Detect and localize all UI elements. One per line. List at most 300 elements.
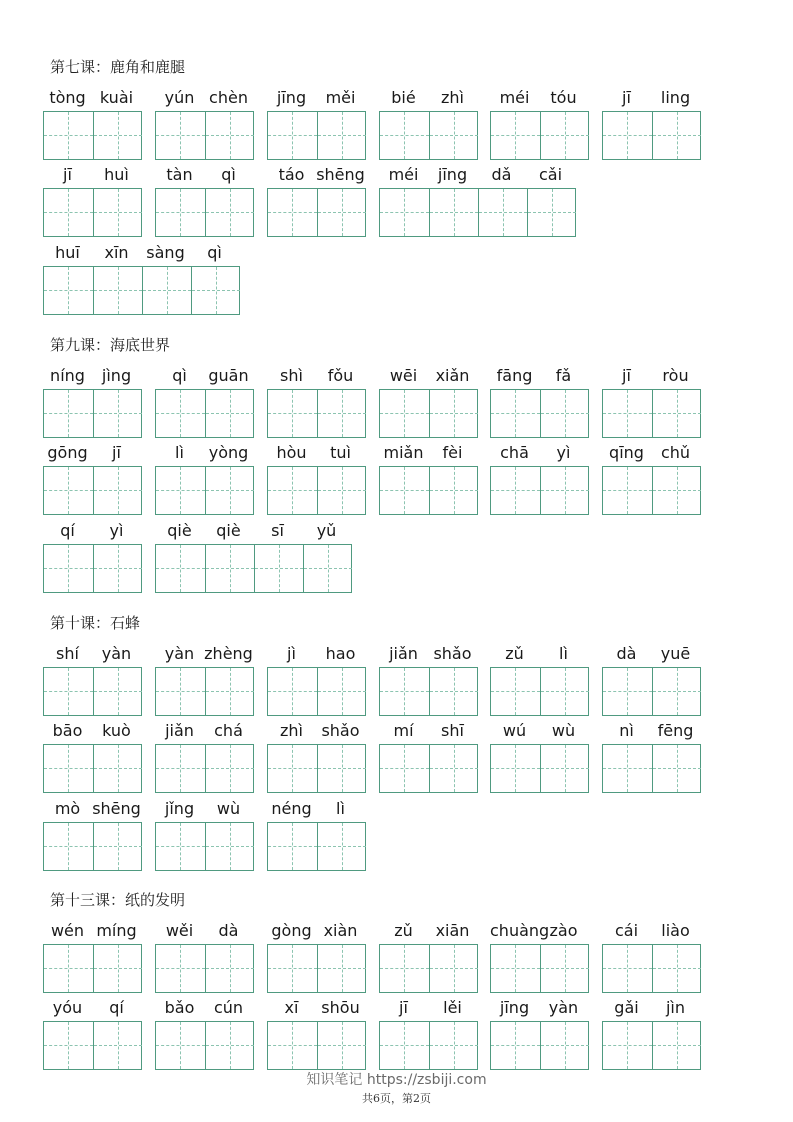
tian-zi-ge-cell[interactable] bbox=[303, 545, 352, 592]
tian-zi-ge-cell[interactable] bbox=[156, 745, 205, 792]
writing-grid bbox=[155, 744, 254, 793]
tian-zi-ge-cell[interactable] bbox=[156, 945, 205, 992]
pinyin-syllable: mò bbox=[54, 799, 81, 818]
vocab-word bbox=[267, 442, 365, 516]
tian-zi-ge-cell[interactable] bbox=[44, 823, 93, 870]
tian-zi-ge-cell[interactable] bbox=[268, 668, 317, 715]
tian-zi-ge-cell[interactable] bbox=[205, 112, 254, 159]
tian-zi-ge-cell[interactable] bbox=[317, 668, 366, 715]
tian-zi-ge-cell[interactable] bbox=[491, 467, 540, 514]
lesson-title: 第十三课：纸的发明 bbox=[50, 891, 186, 909]
writing-grid bbox=[602, 944, 701, 993]
tian-zi-ge-cell[interactable] bbox=[156, 823, 205, 870]
tian-zi-ge-cell[interactable] bbox=[317, 390, 366, 437]
pinyin-syllable: wén bbox=[50, 921, 85, 940]
tian-zi-ge-cell[interactable] bbox=[93, 189, 142, 236]
tian-zi-ge-cell[interactable] bbox=[491, 945, 540, 992]
pinyin-syllable: qiè bbox=[216, 521, 241, 540]
vocab-word bbox=[602, 643, 700, 717]
pinyin-syllable: yǔ bbox=[316, 521, 337, 540]
tian-zi-ge-cell[interactable] bbox=[156, 112, 205, 159]
vocab-word bbox=[43, 997, 141, 1071]
pinyin-syllable: jī bbox=[112, 443, 121, 462]
tian-zi-ge-cell[interactable] bbox=[156, 189, 205, 236]
writing-grid bbox=[155, 389, 254, 438]
vocab-word bbox=[43, 242, 239, 316]
tian-zi-ge-cell[interactable] bbox=[540, 467, 589, 514]
tian-zi-ge-cell[interactable] bbox=[380, 1022, 429, 1069]
writing-grid bbox=[43, 667, 142, 716]
pinyin-syllable: hòu bbox=[276, 443, 307, 462]
writing-grid bbox=[43, 1021, 142, 1070]
writing-grid bbox=[267, 389, 366, 438]
pinyin-syllable: dà bbox=[616, 644, 637, 663]
pinyin-syllable: huī bbox=[55, 243, 80, 262]
writing-grid bbox=[155, 111, 254, 160]
tian-zi-ge-cell[interactable] bbox=[603, 668, 652, 715]
vocab-word bbox=[267, 87, 365, 161]
tian-zi-ge-cell[interactable] bbox=[268, 112, 317, 159]
writing-grid bbox=[602, 744, 701, 793]
tian-zi-ge-cell[interactable] bbox=[603, 745, 652, 792]
writing-grid bbox=[43, 389, 142, 438]
pinyin-syllable: yàn bbox=[548, 998, 579, 1017]
pinyin-syllable: qīng bbox=[609, 443, 644, 462]
tian-zi-ge-cell[interactable] bbox=[380, 945, 429, 992]
pinyin-syllable: gòng bbox=[271, 921, 312, 940]
pinyin-syllable: chā bbox=[500, 443, 529, 462]
pinyin-syllable: wēi bbox=[389, 366, 418, 385]
vocab-word bbox=[379, 442, 477, 516]
tian-zi-ge-cell[interactable] bbox=[603, 1022, 652, 1069]
vocab-word bbox=[43, 920, 141, 994]
pinyin-syllable: níng bbox=[50, 366, 85, 385]
writing-grid bbox=[602, 111, 701, 160]
writing-grid bbox=[267, 188, 366, 237]
pinyin-syllable: qiè bbox=[167, 521, 192, 540]
tian-zi-ge-cell[interactable] bbox=[429, 745, 478, 792]
tian-zi-ge-cell[interactable] bbox=[156, 545, 205, 592]
tian-zi-ge-cell[interactable] bbox=[205, 945, 254, 992]
pinyin-syllable: fāng bbox=[496, 366, 533, 385]
tian-zi-ge-cell[interactable] bbox=[317, 1022, 366, 1069]
pinyin-syllable: jiǎn bbox=[389, 644, 418, 663]
pinyin-syllable: fèi bbox=[442, 443, 463, 462]
tian-zi-ge-cell[interactable] bbox=[429, 467, 478, 514]
pinyin-syllable: fǎ bbox=[555, 366, 572, 385]
pinyin-syllable: méi bbox=[499, 88, 530, 107]
tian-zi-ge-cell[interactable] bbox=[254, 545, 303, 592]
pinyin-syllable: yàn bbox=[164, 644, 195, 663]
tian-zi-ge-cell[interactable] bbox=[652, 945, 701, 992]
tian-zi-ge-cell[interactable] bbox=[93, 1022, 142, 1069]
tian-zi-ge-cell[interactable] bbox=[478, 189, 527, 236]
pinyin-syllable: yòng bbox=[208, 443, 249, 462]
pinyin-syllable: zǔ bbox=[505, 644, 524, 663]
tian-zi-ge-cell[interactable] bbox=[540, 668, 589, 715]
tian-zi-ge-cell[interactable] bbox=[317, 945, 366, 992]
lesson-title: 第九课：海底世界 bbox=[50, 336, 171, 354]
tian-zi-ge-cell[interactable] bbox=[205, 189, 254, 236]
writing-grid bbox=[490, 466, 589, 515]
tian-zi-ge-cell[interactable] bbox=[317, 823, 366, 870]
vocab-word bbox=[267, 365, 365, 439]
pinyin-syllable: jì bbox=[287, 644, 296, 663]
pinyin-syllable: jīng bbox=[276, 88, 307, 107]
pinyin-syllable: chǔ bbox=[660, 443, 691, 462]
pinyin-syllable: kuài bbox=[99, 88, 134, 107]
tian-zi-ge-cell[interactable] bbox=[268, 823, 317, 870]
pinyin-syllable: jiǎn bbox=[165, 721, 194, 740]
tian-zi-ge-cell[interactable] bbox=[491, 390, 540, 437]
vocab-word bbox=[267, 643, 365, 717]
pinyin-syllable: fēng bbox=[657, 721, 694, 740]
vocab-word bbox=[267, 720, 365, 794]
writing-grid bbox=[490, 944, 589, 993]
tian-zi-ge-cell[interactable] bbox=[491, 1022, 540, 1069]
pinyin-syllable: nì bbox=[619, 721, 634, 740]
tian-zi-ge-cell[interactable] bbox=[93, 545, 142, 592]
writing-grid bbox=[379, 1021, 478, 1070]
writing-grid bbox=[490, 1021, 589, 1070]
vocab-word bbox=[602, 87, 700, 161]
tian-zi-ge-cell[interactable] bbox=[540, 390, 589, 437]
tian-zi-ge-cell[interactable] bbox=[429, 668, 478, 715]
vocab-word bbox=[155, 720, 253, 794]
pinyin-syllable: tuì bbox=[330, 443, 351, 462]
vocab-word bbox=[602, 920, 700, 994]
pinyin-syllable: shēng bbox=[316, 165, 365, 184]
vocab-word bbox=[379, 164, 575, 238]
tian-zi-ge-cell[interactable] bbox=[491, 745, 540, 792]
tian-zi-ge-cell[interactable] bbox=[380, 189, 429, 236]
pinyin-syllable: zào bbox=[549, 921, 578, 940]
pinyin-syllable: gǎi bbox=[614, 998, 639, 1017]
tian-zi-ge-cell[interactable] bbox=[652, 112, 701, 159]
vocab-word bbox=[43, 643, 141, 717]
writing-grid bbox=[379, 667, 478, 716]
vocab-word bbox=[490, 720, 588, 794]
writing-grid bbox=[379, 111, 478, 160]
pinyin-syllable: chuàng bbox=[490, 921, 550, 940]
pinyin-syllable: xiàn bbox=[323, 921, 358, 940]
pinyin-syllable: shí bbox=[56, 644, 79, 663]
pinyin-syllable: mí bbox=[393, 721, 414, 740]
tian-zi-ge-cell[interactable] bbox=[652, 1022, 701, 1069]
tian-zi-ge-cell[interactable] bbox=[44, 390, 93, 437]
pinyin-syllable: dǎ bbox=[491, 165, 512, 184]
tian-zi-ge-cell[interactable] bbox=[540, 745, 589, 792]
writing-grid bbox=[379, 944, 478, 993]
writing-grid bbox=[43, 544, 142, 593]
tian-zi-ge-cell[interactable] bbox=[268, 745, 317, 792]
writing-grid bbox=[155, 188, 254, 237]
pinyin-syllable: wù bbox=[216, 799, 241, 818]
writing-grid bbox=[43, 266, 240, 315]
pinyin-syllable: huì bbox=[104, 165, 129, 184]
tian-zi-ge-cell[interactable] bbox=[44, 189, 93, 236]
tian-zi-ge-cell[interactable] bbox=[191, 267, 240, 314]
pinyin-syllable: wěi bbox=[165, 921, 194, 940]
tian-zi-ge-cell[interactable] bbox=[44, 267, 93, 314]
pinyin-syllable: hao bbox=[325, 644, 356, 663]
vocab-word bbox=[43, 442, 141, 516]
pinyin-syllable: sàng bbox=[146, 243, 185, 262]
pinyin-syllable: tòng bbox=[49, 88, 86, 107]
tian-zi-ge-cell[interactable] bbox=[429, 1022, 478, 1069]
vocab-word bbox=[155, 365, 253, 439]
pinyin-syllable: jī bbox=[399, 998, 408, 1017]
pinyin-syllable: wù bbox=[551, 721, 576, 740]
pinyin-syllable: xiān bbox=[435, 921, 470, 940]
tian-zi-ge-cell[interactable] bbox=[205, 467, 254, 514]
writing-grid bbox=[379, 744, 478, 793]
pinyin-syllable: shī bbox=[441, 721, 464, 740]
pinyin-syllable: xī bbox=[284, 998, 299, 1017]
vocab-word bbox=[43, 164, 141, 238]
writing-grid bbox=[155, 822, 254, 871]
pinyin-syllable: néng bbox=[271, 799, 312, 818]
lesson-title: 第十课：石蜂 bbox=[50, 614, 141, 632]
pinyin-syllable: qì bbox=[221, 165, 236, 184]
pinyin-syllable: chèn bbox=[209, 88, 248, 107]
writing-grid bbox=[267, 1021, 366, 1070]
tian-zi-ge-cell[interactable] bbox=[317, 467, 366, 514]
writing-grid bbox=[490, 389, 589, 438]
tian-zi-ge-cell[interactable] bbox=[429, 945, 478, 992]
tian-zi-ge-cell[interactable] bbox=[380, 745, 429, 792]
pinyin-syllable: sī bbox=[271, 521, 284, 540]
tian-zi-ge-cell[interactable] bbox=[603, 467, 652, 514]
tian-zi-ge-cell[interactable] bbox=[491, 668, 540, 715]
tian-zi-ge-cell[interactable] bbox=[93, 945, 142, 992]
pinyin-syllable: měi bbox=[325, 88, 356, 107]
vocab-word bbox=[155, 442, 253, 516]
tian-zi-ge-cell[interactable] bbox=[205, 1022, 254, 1069]
writing-grid bbox=[43, 466, 142, 515]
pinyin-syllable: xiǎn bbox=[435, 366, 470, 385]
tian-zi-ge-cell[interactable] bbox=[429, 390, 478, 437]
tian-zi-ge-cell[interactable] bbox=[205, 745, 254, 792]
vocab-word bbox=[490, 442, 588, 516]
writing-grid bbox=[602, 389, 701, 438]
pinyin-syllable: wú bbox=[502, 721, 527, 740]
tian-zi-ge-cell[interactable] bbox=[142, 267, 191, 314]
pinyin-syllable: fǒu bbox=[327, 366, 354, 385]
tian-zi-ge-cell[interactable] bbox=[156, 668, 205, 715]
tian-zi-ge-cell[interactable] bbox=[44, 545, 93, 592]
vocab-word bbox=[379, 997, 477, 1071]
vocab-word bbox=[602, 997, 700, 1071]
pinyin-syllable: kuò bbox=[102, 721, 131, 740]
pinyin-syllable: lì bbox=[336, 799, 345, 818]
writing-grid bbox=[43, 188, 142, 237]
tian-zi-ge-cell[interactable] bbox=[44, 467, 93, 514]
tian-zi-ge-cell[interactable] bbox=[268, 945, 317, 992]
vocab-word bbox=[602, 720, 700, 794]
tian-zi-ge-cell[interactable] bbox=[317, 189, 366, 236]
tian-zi-ge-cell[interactable] bbox=[540, 945, 589, 992]
pinyin-syllable: yì bbox=[109, 521, 124, 540]
pinyin-syllable: qí bbox=[60, 521, 75, 540]
pinyin-syllable: ròu bbox=[662, 366, 689, 385]
vocab-word bbox=[602, 442, 700, 516]
vocab-word bbox=[602, 365, 700, 439]
tian-zi-ge-cell[interactable] bbox=[268, 189, 317, 236]
writing-grid bbox=[379, 389, 478, 438]
tian-zi-ge-cell[interactable] bbox=[380, 467, 429, 514]
writing-grid bbox=[155, 667, 254, 716]
footer-site: 知识笔记 https://zsbiji.com bbox=[306, 1072, 487, 1088]
vocab-word bbox=[43, 798, 141, 872]
writing-grid bbox=[155, 466, 254, 515]
writing-grid bbox=[267, 466, 366, 515]
tian-zi-ge-cell[interactable] bbox=[317, 745, 366, 792]
tian-zi-ge-cell[interactable] bbox=[205, 668, 254, 715]
tian-zi-ge-cell[interactable] bbox=[540, 112, 589, 159]
tian-zi-ge-cell[interactable] bbox=[652, 390, 701, 437]
pinyin-syllable: tàn bbox=[166, 165, 193, 184]
writing-grid bbox=[43, 944, 142, 993]
vocab-word bbox=[379, 720, 477, 794]
pinyin-syllable: yuē bbox=[660, 644, 691, 663]
tian-zi-ge-cell[interactable] bbox=[429, 189, 478, 236]
writing-grid bbox=[602, 667, 701, 716]
writing-grid bbox=[267, 944, 366, 993]
tian-zi-ge-cell[interactable] bbox=[93, 112, 142, 159]
writing-grid bbox=[267, 111, 366, 160]
pinyin-syllable: lì bbox=[175, 443, 184, 462]
pinyin-syllable: shì bbox=[280, 366, 303, 385]
tian-zi-ge-cell[interactable] bbox=[527, 189, 576, 236]
vocab-word bbox=[155, 798, 253, 872]
pinyin-syllable: guān bbox=[208, 366, 249, 385]
pinyin-syllable: yàn bbox=[101, 644, 132, 663]
pinyin-syllable: cái bbox=[614, 921, 639, 940]
pinyin-syllable: shǎo bbox=[433, 644, 472, 663]
tian-zi-ge-cell[interactable] bbox=[652, 745, 701, 792]
tian-zi-ge-cell[interactable] bbox=[156, 390, 205, 437]
pinyin-syllable: méi bbox=[388, 165, 419, 184]
vocab-word bbox=[267, 997, 365, 1071]
pinyin-syllable: shōu bbox=[321, 998, 360, 1017]
tian-zi-ge-cell[interactable] bbox=[156, 1022, 205, 1069]
pinyin-syllable: yì bbox=[556, 443, 571, 462]
tian-zi-ge-cell[interactable] bbox=[268, 467, 317, 514]
writing-grid bbox=[490, 111, 589, 160]
pinyin-syllable: bāo bbox=[52, 721, 83, 740]
vocab-word bbox=[155, 997, 253, 1071]
pinyin-syllable: ling bbox=[660, 88, 691, 107]
tian-zi-ge-cell[interactable] bbox=[93, 668, 142, 715]
tian-zi-ge-cell[interactable] bbox=[268, 1022, 317, 1069]
tian-zi-ge-cell[interactable] bbox=[652, 668, 701, 715]
tian-zi-ge-cell[interactable] bbox=[603, 112, 652, 159]
pinyin-syllable: qí bbox=[109, 998, 124, 1017]
vocab-word bbox=[155, 920, 253, 994]
writing-grid bbox=[267, 744, 366, 793]
pinyin-syllable: bié bbox=[391, 88, 416, 107]
vocab-word bbox=[379, 365, 477, 439]
writing-grid bbox=[155, 544, 352, 593]
pinyin-syllable: tóu bbox=[550, 88, 577, 107]
pinyin-syllable: táo bbox=[278, 165, 305, 184]
tian-zi-ge-cell[interactable] bbox=[491, 112, 540, 159]
pinyin-syllable: shǎo bbox=[321, 721, 360, 740]
tian-zi-ge-cell[interactable] bbox=[44, 668, 93, 715]
pinyin-syllable: shēng bbox=[92, 799, 141, 818]
tian-zi-ge-cell[interactable] bbox=[93, 267, 142, 314]
writing-grid bbox=[155, 1021, 254, 1070]
pinyin-syllable: jī bbox=[622, 88, 631, 107]
tian-zi-ge-cell[interactable] bbox=[380, 112, 429, 159]
pinyin-syllable: lì bbox=[559, 644, 568, 663]
vocab-word bbox=[43, 365, 141, 439]
tian-zi-ge-cell[interactable] bbox=[652, 467, 701, 514]
writing-grid bbox=[602, 1021, 701, 1070]
tian-zi-ge-cell[interactable] bbox=[380, 668, 429, 715]
tian-zi-ge-cell[interactable] bbox=[268, 390, 317, 437]
tian-zi-ge-cell[interactable] bbox=[93, 390, 142, 437]
writing-grid bbox=[602, 466, 701, 515]
tian-zi-ge-cell[interactable] bbox=[380, 390, 429, 437]
writing-grid bbox=[155, 944, 254, 993]
vocab-word bbox=[490, 920, 588, 994]
tian-zi-ge-cell[interactable] bbox=[93, 823, 142, 870]
footer-page-number: 共6页，第2页 bbox=[362, 1092, 431, 1105]
pinyin-syllable: zǔ bbox=[394, 921, 413, 940]
pinyin-syllable: qì bbox=[172, 366, 187, 385]
vocab-word bbox=[43, 520, 141, 594]
tian-zi-ge-cell[interactable] bbox=[317, 112, 366, 159]
tian-zi-ge-cell[interactable] bbox=[205, 390, 254, 437]
pinyin-syllable: cún bbox=[213, 998, 244, 1017]
vocab-word bbox=[490, 365, 588, 439]
pinyin-syllable: bǎo bbox=[164, 998, 195, 1017]
vocab-word bbox=[490, 997, 588, 1071]
tian-zi-ge-cell[interactable] bbox=[93, 745, 142, 792]
writing-grid bbox=[267, 822, 366, 871]
vocab-word bbox=[267, 164, 365, 238]
tian-zi-ge-cell[interactable] bbox=[44, 945, 93, 992]
tian-zi-ge-cell[interactable] bbox=[156, 467, 205, 514]
vocab-word bbox=[267, 798, 365, 872]
pinyin-syllable: jìng bbox=[101, 366, 132, 385]
vocab-word bbox=[379, 643, 477, 717]
tian-zi-ge-cell[interactable] bbox=[93, 467, 142, 514]
pinyin-syllable: cǎi bbox=[538, 165, 563, 184]
tian-zi-ge-cell[interactable] bbox=[603, 390, 652, 437]
tian-zi-ge-cell[interactable] bbox=[205, 823, 254, 870]
pinyin-syllable: dà bbox=[218, 921, 239, 940]
vocab-word bbox=[155, 520, 351, 594]
pinyin-syllable: chá bbox=[214, 721, 243, 740]
tian-zi-ge-cell[interactable] bbox=[603, 945, 652, 992]
vocab-word bbox=[379, 87, 477, 161]
pinyin-syllable: yún bbox=[164, 88, 195, 107]
writing-grid bbox=[43, 744, 142, 793]
tian-zi-ge-cell[interactable] bbox=[429, 112, 478, 159]
tian-zi-ge-cell[interactable] bbox=[44, 112, 93, 159]
tian-zi-ge-cell[interactable] bbox=[44, 1022, 93, 1069]
tian-zi-ge-cell[interactable] bbox=[44, 745, 93, 792]
tian-zi-ge-cell[interactable] bbox=[540, 1022, 589, 1069]
tian-zi-ge-cell[interactable] bbox=[205, 545, 254, 592]
writing-grid bbox=[379, 466, 478, 515]
writing-grid bbox=[267, 667, 366, 716]
writing-grid bbox=[490, 744, 589, 793]
vocab-word bbox=[155, 87, 253, 161]
